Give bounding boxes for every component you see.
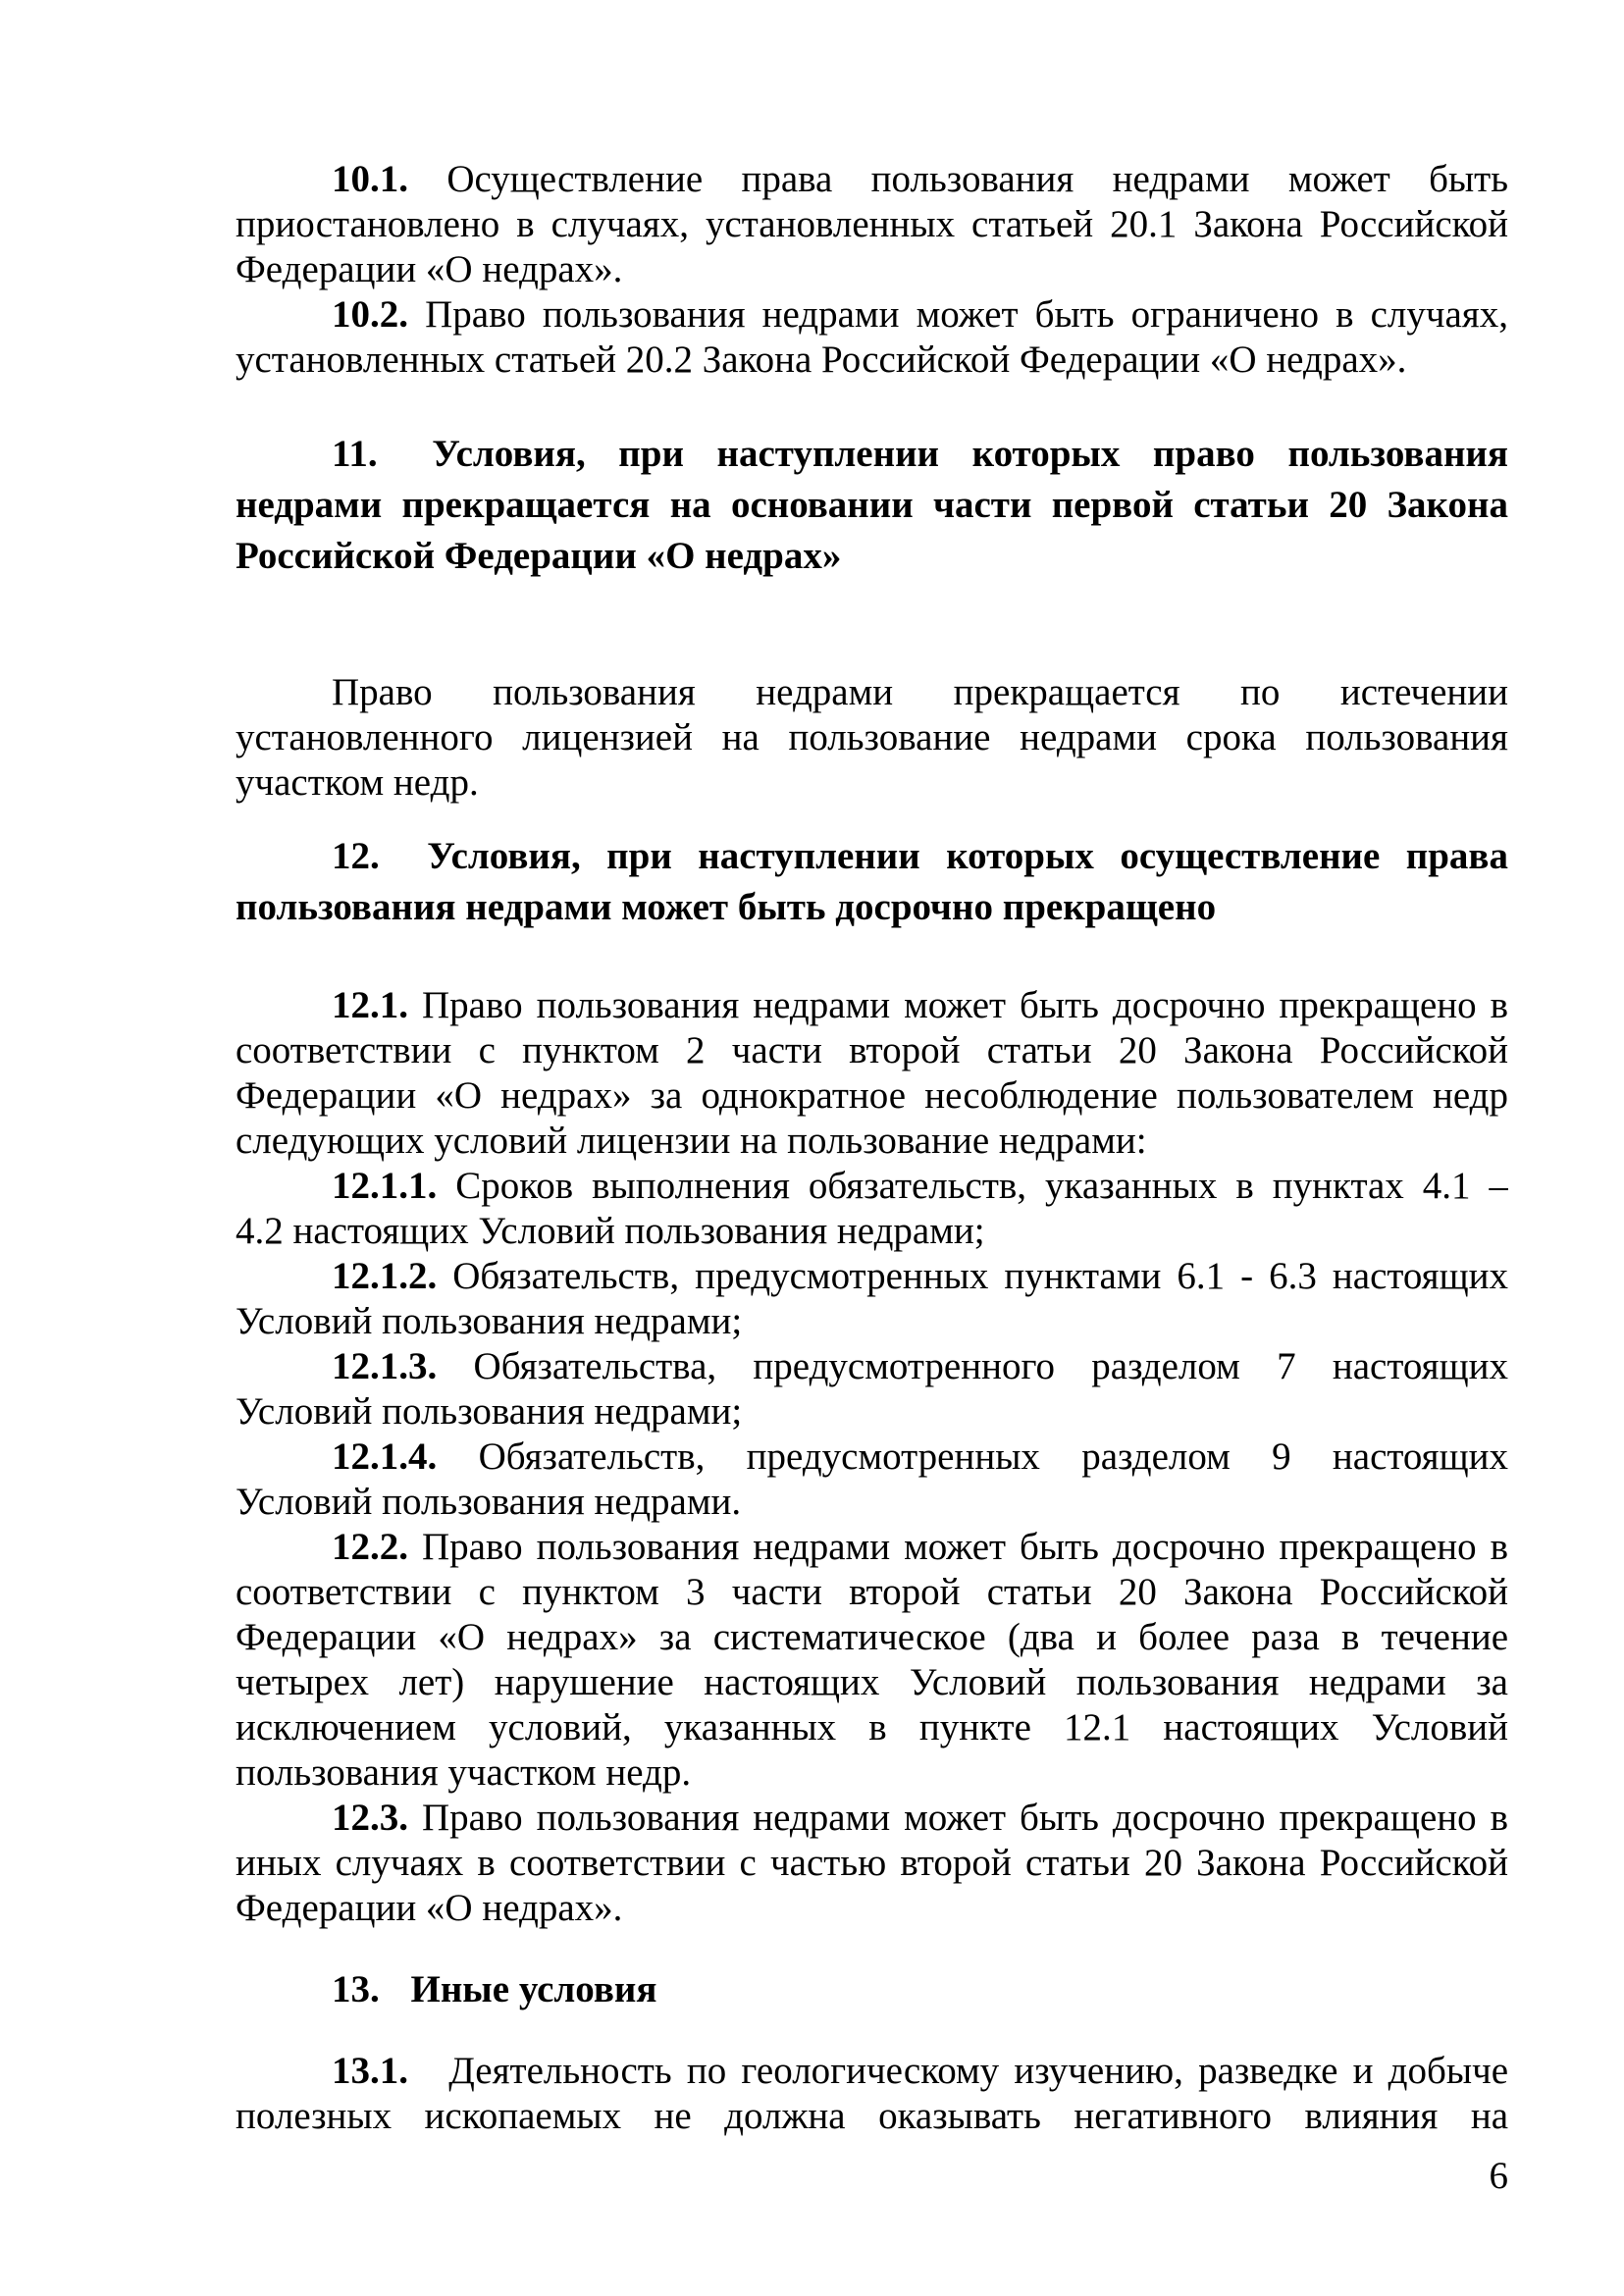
document-body <box>236 157 1508 2139</box>
heading-13 <box>236 1964 1508 2015</box>
text-run: Право пользования недрами может быть досрочно прекращено в <box>421 984 1508 1026</box>
clause-number: 12.1. <box>332 984 408 1026</box>
text-line <box>236 1344 1508 1389</box>
clause-number: 13.1. <box>332 2050 408 2092</box>
text-line: соответствии с пунктом 2 части второй статьи 20 Закона Российской <box>236 1029 1508 1071</box>
clause-number: 12.2. <box>332 1526 408 1568</box>
heading-12 <box>236 831 1508 933</box>
text-line: Федерации «О недрах» за однократное несоблюдение пользователем недр <box>236 1074 1508 1117</box>
page-number: 6 <box>1489 2155 1508 2197</box>
clause-number: 10.2. <box>332 293 408 336</box>
text-line: Условий пользования недрами; <box>236 1390 743 1433</box>
text-line <box>236 1525 1508 1570</box>
text-line <box>236 1254 1508 1299</box>
clause-12-1-1 <box>236 1164 1508 1254</box>
text-run: Право пользования недрами может быть досрочно прекращено в <box>421 1526 1508 1568</box>
clause-12-1-2 <box>236 1254 1508 1344</box>
paragraph-termination <box>236 670 1508 806</box>
text-line: недрами прекращается на основании части первой статьи 20 Закона <box>236 484 1508 526</box>
text-line: иных случаях в соответствии с частью второй статьи 20 Закона Российской <box>236 1842 1508 1884</box>
clause-12-1 <box>236 983 1508 1164</box>
text-line: Условий пользования недрами. <box>236 1481 742 1523</box>
text-line: 4.2 настоящих Условий пользования недрами; <box>236 1210 985 1252</box>
text-line: Право пользования недрами прекращается по истечении <box>332 671 1508 713</box>
clause-12-2 <box>236 1525 1508 1796</box>
text-line <box>236 1964 1508 2015</box>
text-line: Федерации «О недрах». <box>236 1887 623 1929</box>
text-line <box>236 1164 1508 1209</box>
text-line: установленных статьей 20.2 Закона Российской Федерации «О недрах». <box>236 339 1407 381</box>
text-line: приостановлено в случаях, установленных статьей 20.1 Закона Российской <box>236 203 1508 245</box>
clause-12-1-3 <box>236 1344 1508 1435</box>
clause-number: 12.1.4. <box>332 1435 438 1478</box>
text-line <box>236 1435 1508 1480</box>
clause-number: 12.3. <box>332 1797 408 1839</box>
text-run: Право пользования недрами может быть досрочно прекращено в <box>421 1797 1508 1839</box>
text-line <box>236 292 1508 338</box>
text-line: соответствии с пунктом 3 части второй статьи 20 Закона Российской <box>236 1571 1508 1613</box>
text-run: Сроков выполнения обязательств, указанных в пунктах 4.1 – <box>455 1165 1508 1207</box>
text-line: четырех лет) нарушение настоящих Условий пользования недрами за <box>236 1661 1508 1703</box>
clause-number: 12.1.1. <box>332 1165 438 1207</box>
clause-10-1 <box>236 157 1508 292</box>
text-line: пользования недрами может быть досрочно прекращено <box>236 886 1217 928</box>
clause-number: 10.1. <box>332 158 408 200</box>
text-line: Российской Федерации «О недрах» <box>236 535 842 577</box>
clause-number: 12.1.3. <box>332 1345 438 1387</box>
text-run: Условия, при наступлении которых осуществление права <box>427 835 1508 877</box>
text-line: Федерации «О недрах» за систематическое (два и более раза в течение <box>236 1616 1508 1658</box>
text-run: Иные условия <box>410 1968 657 2010</box>
text-run: Осуществление права пользования недрами может быть <box>446 158 1508 200</box>
text-line <box>236 983 1508 1028</box>
text-line <box>236 1796 1508 1841</box>
text-run: Право пользования недрами может быть ограничено в случаях, <box>425 293 1508 336</box>
text-line <box>236 2049 1508 2094</box>
clause-number: 11. <box>332 433 378 475</box>
text-line: Условий пользования недрами; <box>236 1300 743 1342</box>
clause-number: 12. <box>332 835 380 877</box>
text-run: Обязательства, предусмотренного разделом 7 настоящих <box>473 1345 1508 1387</box>
clause-number: 13. <box>332 1968 380 2010</box>
text-line: установленного лицензией на пользование недрами срока пользования <box>236 716 1508 758</box>
text-line: участком недр. <box>236 761 479 804</box>
text-line <box>236 157 1508 202</box>
clause-12-3 <box>236 1796 1508 1931</box>
clause-12-1-4 <box>236 1435 1508 1525</box>
text-line: исключением условий, указанных в пункте 12.1 настоящих Условий <box>236 1706 1508 1748</box>
text-line: полезных ископаемых не должна оказывать негативного влияния на <box>236 2095 1508 2137</box>
text-run: Обязательств, предусмотренных пунктами 6.1 - 6.3 настоящих <box>452 1255 1508 1297</box>
text-line: Федерации «О недрах». <box>236 248 623 290</box>
text-run: Деятельность по геологическому изучению, разведке и добыче <box>448 2050 1508 2092</box>
clause-10-2 <box>236 292 1508 383</box>
clause-number: 12.1.2. <box>332 1255 438 1297</box>
clause-13-1 <box>236 2049 1508 2139</box>
heading-11 <box>236 429 1508 582</box>
text-line <box>236 831 1508 882</box>
text-line: следующих условий лицензии на пользование недрами: <box>236 1120 1147 1162</box>
text-line <box>236 429 1508 480</box>
text-run: Обязательств, предусмотренных разделом 9 настоящих <box>478 1435 1508 1478</box>
text-line: пользования участком недр. <box>236 1751 692 1794</box>
text-run: Условия, при наступлении которых право пользования <box>432 433 1508 475</box>
